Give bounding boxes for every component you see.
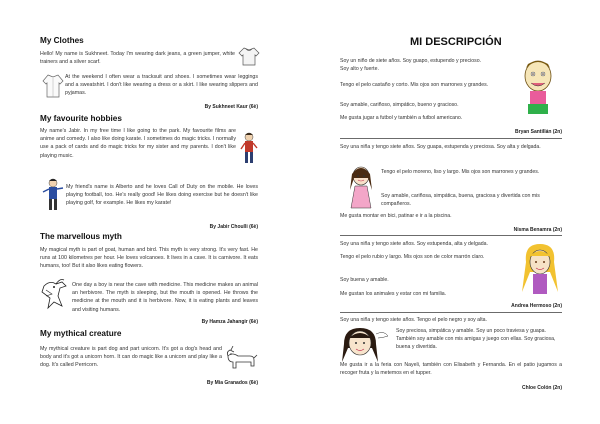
andrea-line-3: Soy buena y amable. [340, 277, 389, 283]
hobbies-paragraph-2: My friend's name is Alberto and he loves Call of Duty on the mobile. He loves playing football, too. He's really good! He likes doing exercise but he doesn't like playing golf, for example. He likes my karate! [66, 184, 258, 207]
clothes-signature: By Sukhneet Kaur (6è) [204, 104, 258, 110]
myth-signature: By Hamza Jahangir (6è) [201, 319, 258, 325]
bryan-line-2: Tengo el pelo castaño y corto. Mis ojos son marrones y grandes. [340, 82, 489, 88]
andrea-line-4: Me gustan los animales y estar con mi familia. [340, 291, 447, 297]
bryan-line-3: Soy amable, cariñoso, simpático, bueno y gracioso. [340, 102, 459, 108]
nisma-line-2: Tengo el pelo moreno, liso y largo. Mis ojos son marrones y grandes. [381, 169, 540, 175]
boy-drawing-icon [240, 132, 258, 166]
chloe-line-3: Me gusta ir a la feria con Nayeli, también con Elisabeth y Fernanda. En el patio jugamos a recoger fruta y la metemos en el tupper. [340, 362, 562, 377]
sweatshirt-small-drawing-icon [42, 73, 64, 99]
karate-kid-drawing-icon [42, 178, 64, 212]
creature-paragraph: My mythical creature is part dog and part unicorn. It's got a dog's head and body and it's got a unicorn horn. It can do magic like a unicorn and play like a dog. It's called Perricorn. [40, 346, 222, 369]
bryan-signature: Bryan Santillán (2n) [515, 129, 562, 135]
creature-title: My mythical creature [40, 329, 122, 338]
nisma-line-4: Me gusta montar en bici, patinar e ir a la piscina. [340, 213, 452, 219]
nisma-line-1: Soy una niña y tengo siete años. Soy guapa, estupenda y preciosa. Soy alta y delgada. [340, 144, 541, 150]
blonde-girl-portrait-icon [520, 242, 560, 300]
andrea-signature: Andrea Hermoso (2n) [511, 303, 562, 309]
divider-3 [340, 312, 562, 313]
girl-portrait-icon [346, 164, 376, 210]
myth-paragraph-2: One day a boy is near the cave with medicine. This medicine makes an animal an herbivore. The myth is sleeping, but the mouth is opened. He throws the medicine at the mouth and it is herbivore. Now, it is eating plants and leaves and visiting humans. [72, 282, 258, 313]
hobbies-title: My favourite hobbies [40, 114, 122, 123]
dog-unicorn-drawing-icon [224, 346, 258, 372]
sweatshirt-drawing-icon [238, 46, 260, 66]
clothes-title: My Clothes [40, 36, 84, 45]
nisma-line-3: Soy amable, cariñosa, simpática, buena, graciosa y divertida con mis compañeros. [381, 193, 540, 208]
andrea-line-2: Tengo el pelo rubio y largo. Mis ojos son de color marrón claro. [340, 254, 485, 260]
hobbies-paragraph-1: My name's Jabir. In my free time I like going to the park. My favourite films are anime and comedy. I also like doing karate. I sometimes do magic tricks. I normally use a pack of cards and do magic tricks for my sister and my parents. I don't like playing music. [40, 128, 236, 159]
andrea-line-1: Soy una niña y tengo siete años. Soy estupenda, alta y delgada. [340, 241, 488, 247]
boy-portrait-icon [518, 56, 558, 120]
myth-title: The marvellous myth [40, 232, 122, 241]
page-title: MI DESCRIPCIÓN [410, 36, 502, 48]
dark-hair-girl-portrait-icon [338, 326, 392, 366]
chloe-signature: Chloe Colón (2n) [522, 385, 562, 391]
bird-creature-drawing-icon [40, 278, 70, 314]
clothes-paragraph-1: Hello! My name is Sukhneet. Today I'm wearing dark jeans, a green jumper, white trainers and a silver scarf. [40, 51, 235, 66]
divider-2 [340, 235, 562, 236]
nisma-signature: Nisma Benamra (2n) [513, 227, 562, 233]
divider-1 [340, 138, 562, 139]
hobbies-signature: By Jabir Choulli (6è) [209, 224, 258, 230]
clothes-paragraph-2: At the weekend I often wear a tracksuit and shoes. I sometimes wear leggings and a sweatshirt. I don't like wearing a dress or a skirt. I like wearing slippers and pyjamas. [65, 74, 258, 97]
creature-signature: By Mia Granados (6è) [206, 380, 258, 386]
bryan-line-4: Me gusta jugar a futbol y también a futbol americano. [340, 115, 463, 121]
bryan-line-1: Soy un niño de siete años. Soy guapo, estupendo y precioso. Soy alto y fuerte. [340, 58, 482, 73]
myth-paragraph-1: My magical myth is part of goat, human and bird. This myth is very strong. It's very fast. He runs at 100 kilometres per hour. He loves volcanoes. It lives in a cave. It is carnivore. It eats humans, too! But it also likes eating flowers. [40, 247, 258, 270]
chloe-line-1: Soy una niña y tengo siete años. Tengo el pelo negro y soy alta. [340, 317, 487, 323]
chloe-line-2: Soy preciosa, simpática y amable. Soy un poco traviesa y guapa. También soy amable con mis amigas y juego con ellas. Soy graciosa, buena y divertida. [396, 328, 556, 351]
